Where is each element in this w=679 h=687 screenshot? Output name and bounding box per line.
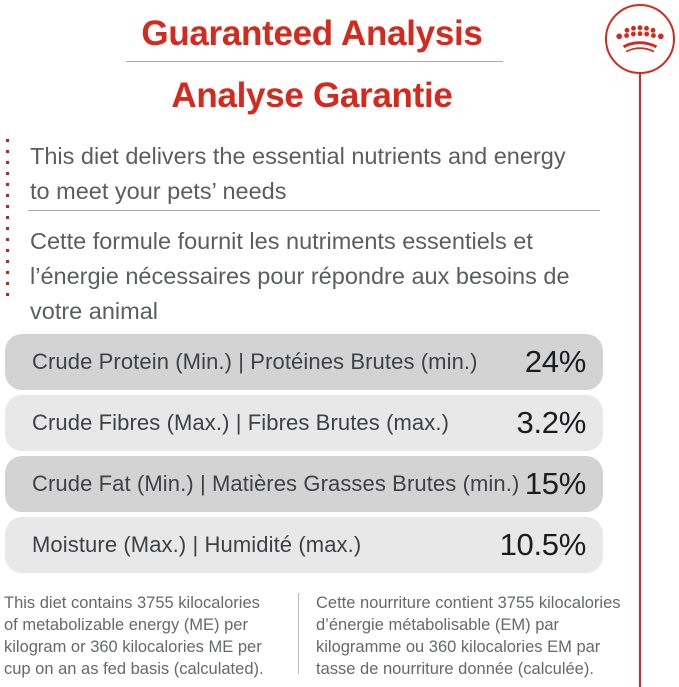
analysis-row-moisture [5,517,603,573]
calorie-statement-english [4,592,264,680]
analysis-row-value: 15% [524,466,586,501]
intro-divider-line [28,210,600,211]
analysis-row-label: Crude Fat (Min.) | Matières Grasses Brutes (min.) [32,471,520,496]
analysis-row-crude-fat [5,456,603,512]
intro-en-line1: This diet delivers the essential nutrients and energy [30,143,566,169]
header [18,10,606,58]
footnote-en-line2: of metabolizable energy (ME) per [4,616,248,634]
analysis-row-crude-protein [5,334,603,390]
logo-stem-line [639,72,641,687]
analysis-row-value: 24% [524,344,586,379]
royal-canin-logo [605,4,675,74]
footnote-fr-line3: kilogramme ou 360 kilocalories EM par [316,638,601,656]
header-french [18,72,606,120]
intro-text-french [30,224,570,329]
dotted-accent-line [6,139,9,300]
analysis-row-label: Crude Fibres (Max.) | Fibres Brutes (max.) [32,410,449,435]
footnote-en-line4: cup on an as fed basis (calculated). [4,660,264,678]
footnote-fr-line1: Cette nourriture contient 3755 kilocalories [316,594,621,612]
intro-fr-line3: votre animal [30,298,158,324]
analysis-row-label: Crude Protein (Min.) | Protéines Brutes (min.) [32,349,478,374]
footnote-en-line3: kilogram or 360 kilocalories ME per [4,638,262,656]
intro-text-english [30,139,566,209]
analysis-row-value: 10.5% [499,527,586,562]
footnote-en-line1: This diet contains 3755 kilocalories [4,594,260,612]
analysis-table [5,334,603,573]
intro-fr-line2: l’énergie nécessaires pour répondre aux besoins de [30,263,570,289]
footnote-fr-line4: tasse de nourriture donnée (calculée). [316,660,594,678]
footnote-fr-line2: d’énergie métabolisable (EM) par [316,616,560,634]
footnote-divider-line [298,593,299,674]
intro-en-line2: to meet your pets’ needs [30,178,287,204]
title-english: Guaranteed Analysis [141,14,483,53]
calorie-statement-french [316,592,621,680]
title-french: Analyse Garantie [171,76,453,115]
analysis-row-crude-fibres [5,395,603,451]
intro-fr-line1: Cette formule fournit les nutriments essentiels et [30,228,533,254]
crown-icon [614,20,666,58]
title-divider-line [126,61,503,62]
analysis-row-value: 3.2% [516,405,586,440]
analysis-row-label: Moisture (Max.) | Humidité (max.) [32,532,362,557]
